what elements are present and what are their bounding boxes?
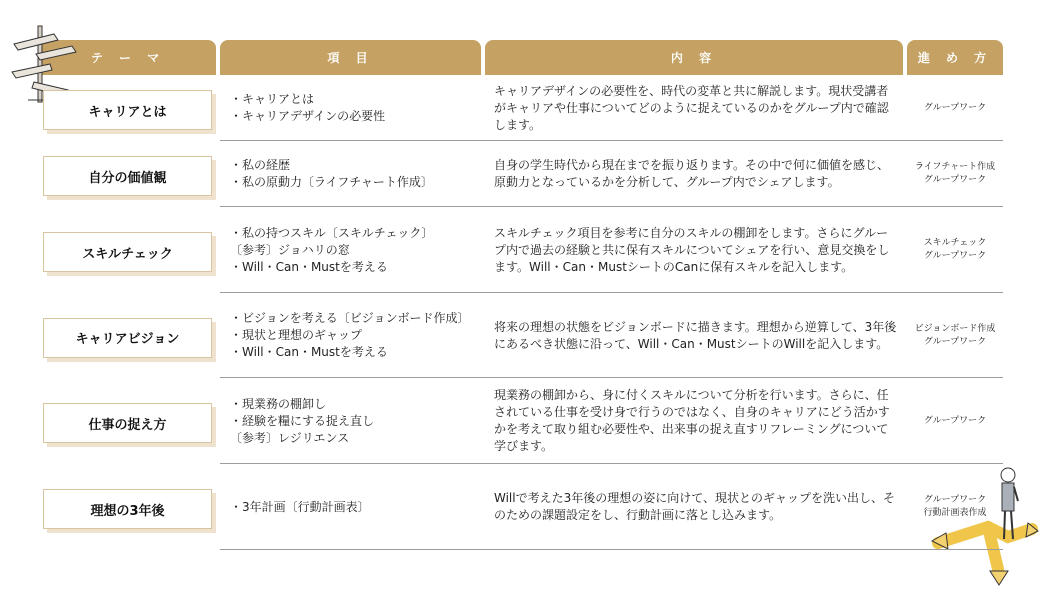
item-line: ・Will・Can・Mustを考える: [230, 345, 388, 359]
items-cell: [230, 141, 480, 207]
header-method: 進 め 方: [907, 40, 1003, 75]
method-cell: [907, 75, 1003, 141]
method-cell: [907, 207, 1003, 293]
items-cell: [230, 293, 480, 378]
item-line: ・現状と理想のギャップ: [230, 328, 363, 342]
item-line: ・キャリアとは: [230, 92, 315, 106]
method-line: 行動計画表作成: [923, 508, 987, 518]
content-cell: スキルチェック項目を参考に自分のスキルの棚卸をします。さらにグループ内で過去の経験と共に保有スキルについてシェアを行い、意見交換をします。Will・Can・MustシートのCanに保有スキルを記入します。: [494, 225, 890, 274]
item-line: ・ビジョンを考える〔ビジョンボード作成〕: [230, 311, 470, 325]
method-line: グループワーク: [923, 495, 987, 505]
item-line: ・キャリアデザインの必要性: [230, 109, 386, 123]
item-line: ・私の原動力〔ライフチャート作成〕: [230, 175, 433, 189]
items-cell: [230, 75, 480, 141]
method-cell: [907, 293, 1003, 378]
method-line: スキルチェック: [923, 238, 987, 248]
item-line: ・私の経歴: [230, 158, 291, 172]
method-line: グループワーク: [923, 415, 987, 426]
method-line: グループワーク: [923, 175, 987, 185]
method-line: ビジョンボード作成: [914, 323, 996, 334]
header-theme: テ ー マ: [40, 40, 216, 75]
content-cell: 自身の学生時代から現在までを振り返ります。その中で何に価値を感じ、原動力となっているかを分析して、グループ内でシェアします。: [494, 158, 890, 189]
item-line: ・私の持つスキル〔スキルチェック〕: [230, 225, 434, 240]
topic-label: 理想の3年後: [43, 489, 212, 529]
items-cell: [230, 207, 480, 293]
header-content: 内 容: [485, 40, 903, 75]
item-line: 〔参考〕レジリエンス: [230, 430, 350, 445]
topic-label: キャリアとは: [43, 90, 212, 130]
topic-label: 仕事の捉え方: [43, 403, 212, 443]
method-line: ライフチャート作成: [914, 162, 996, 172]
method-line: グループワーク: [923, 336, 987, 347]
items-cell: [230, 464, 480, 550]
method-cell: [907, 378, 1003, 464]
topic-label: スキルチェック: [43, 232, 212, 272]
method-line: グループワーク: [923, 102, 987, 113]
content-cell: キャリアデザインの必要性を、時代の変革と共に解説します。現状受講者がキャリアや仕事についてどのように捉えているのかをグループ内で確認します。: [494, 83, 889, 132]
item-line: 〔参考〕ジョハリの窓: [230, 242, 350, 257]
topic-label: キャリアビジョン: [43, 318, 212, 358]
item-line: ・現業務の棚卸し: [230, 396, 327, 411]
content-cell: 将来の理想の状態をビジョンボードに描きます。理想から逆算して、3年後にあるべき状態に沿って、Will・Can・MustシートのWillを記入します。: [494, 319, 897, 351]
method-cell: [907, 464, 1003, 550]
item-line: ・経験を糧にする捉え直し: [230, 413, 375, 428]
topic-label: 自分の価値観: [43, 156, 212, 196]
header-items: 項 目: [220, 40, 481, 75]
method-cell: [907, 141, 1003, 207]
items-cell: [230, 378, 480, 464]
method-line: グループワーク: [923, 251, 987, 261]
item-line: ・3年計画〔行動計画表〕: [230, 499, 370, 514]
content-cell: Willで考えた3年後の理想の姿に向けて、現状とのギャップを洗い出し、そのための課題設定をし、行動計画に落とし込みます。: [494, 491, 896, 522]
item-line: ・Will・Can・Mustを考える: [230, 259, 388, 274]
content-cell: 現業務の棚卸から、身に付くスキルについて分析を行います。さらに、任されている仕事を受け身で行うのではなく、自身のキャリアにどう活かすかを考えて取り組む必要性や、出来事の捉え直すリフレーミングについて学びます。: [494, 388, 890, 453]
